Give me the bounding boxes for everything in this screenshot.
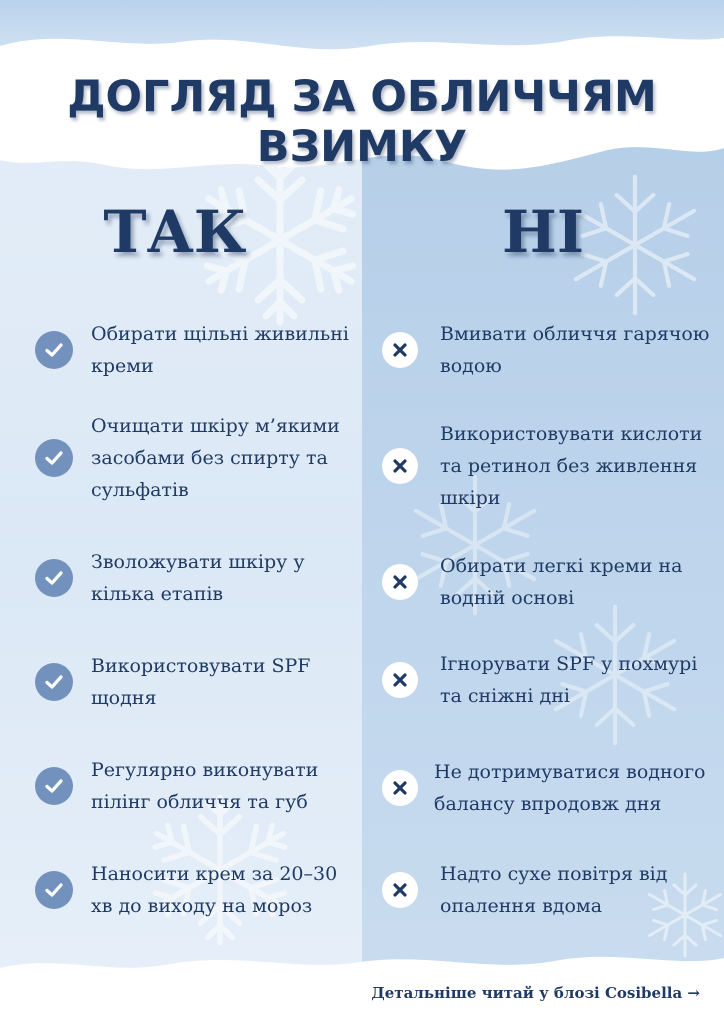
yes-item-text: Наносити крем за 20–30 хв до виходу на мороз: [91, 863, 338, 917]
yes-item: [35, 546, 355, 610]
yes-item: [35, 754, 355, 818]
no-item-text: Використовувати кислоти та ретинол без живлення шкіри: [440, 423, 703, 509]
no-item: [382, 858, 717, 922]
yes-item-text: Регулярно виконувати пілінг обличчя та губ: [91, 759, 319, 813]
no-item: [382, 418, 717, 514]
cross-icon: [382, 770, 418, 806]
cross-icon: [382, 564, 418, 600]
no-item: [382, 648, 722, 712]
yes-item-text: Обирати щільні живильні креми: [91, 323, 349, 377]
no-item: [382, 318, 717, 382]
no-item: [382, 550, 717, 614]
check-icon: [35, 871, 73, 909]
no-item-text: Надто сухе повітря від опалення вдома: [440, 863, 668, 917]
check-icon: [35, 439, 73, 477]
no-item-text: Не дотримуватися водного балансу впродовж дня: [434, 761, 706, 815]
page-title: ДОГЛЯД ЗА ОБЛИЧЧЯМ ВЗИМКУ: [67, 72, 657, 172]
check-icon: [35, 767, 73, 805]
check-icon: [35, 559, 73, 597]
yes-item: [35, 318, 355, 382]
no-column-heading: НІ: [502, 198, 584, 266]
blog-link[interactable]: Детальніше читай у блозі Cosibella →: [371, 984, 700, 1002]
cross-icon: [382, 662, 418, 698]
no-item-text: Обирати легкі креми на водній основі: [440, 555, 683, 609]
cross-icon: [382, 332, 418, 368]
cross-icon: [382, 872, 418, 908]
check-icon: [35, 663, 73, 701]
yes-item-text: Використовувати SPF щодня: [91, 655, 311, 709]
no-item: [382, 756, 722, 820]
check-icon: [35, 331, 73, 369]
yes-item: [35, 858, 355, 922]
yes-column-heading: ТАК: [103, 198, 247, 266]
no-item-text: Вмивати обличчя гарячою водою: [440, 323, 710, 377]
cross-icon: [382, 448, 418, 484]
no-item-text: Ігнорувати SPF у похмурі та сніжні дні: [440, 653, 698, 707]
yes-item: [35, 410, 355, 506]
yes-item-text: Очищати шкіру м’якими засобами без спирту та сульфатів: [91, 415, 340, 501]
yes-item-text: Зволожувати шкіру у кілька етапів: [91, 551, 305, 605]
yes-item: [35, 650, 355, 714]
